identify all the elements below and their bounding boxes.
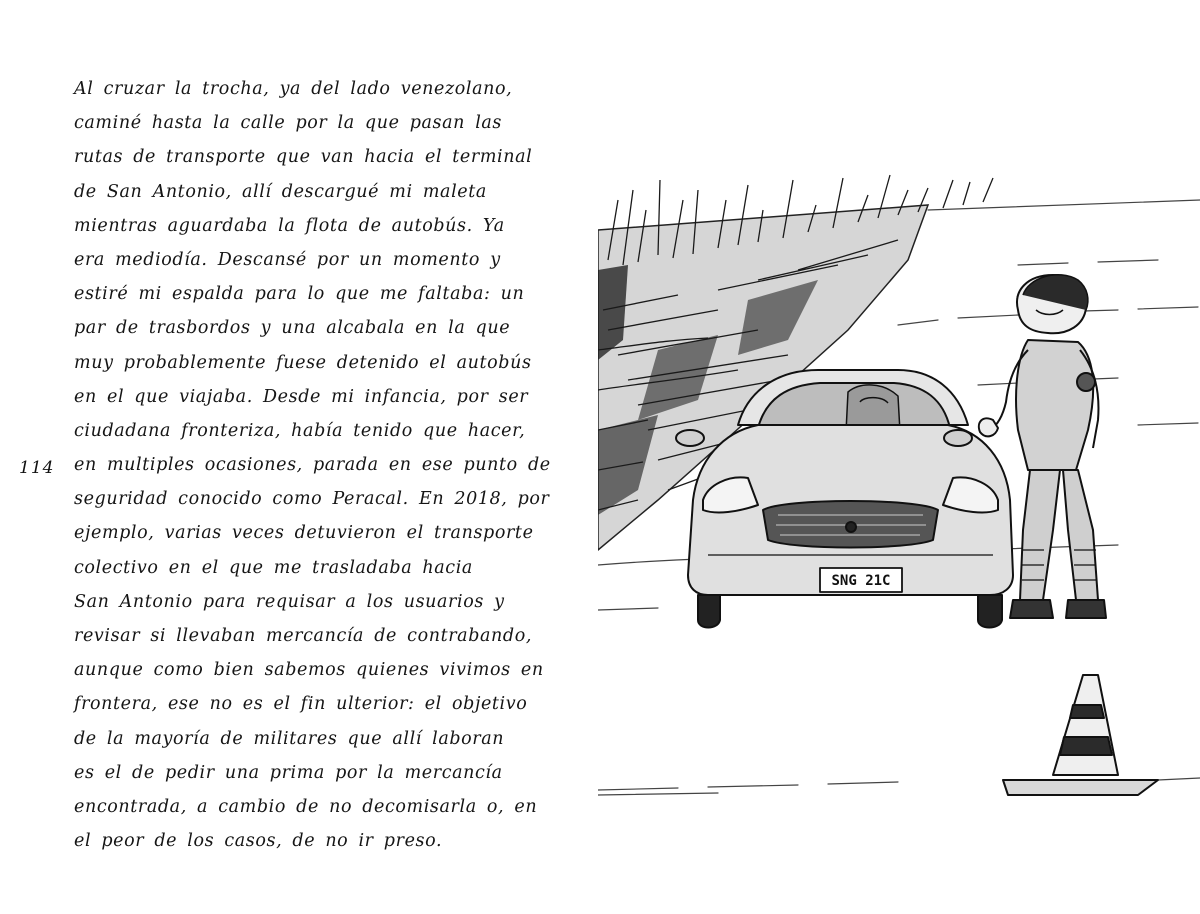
text-line: rutas de transporte que van hacia el terminal xyxy=(74,147,533,168)
text-line: Al cruzar la trocha, ya del lado venezolano, xyxy=(74,79,513,99)
text-line: es el de pedir una prima por la mercancía xyxy=(74,762,503,783)
text-line: encontrada, a cambio de no decomisarla o, en xyxy=(74,796,538,817)
text-line: de San Antonio, allí descargué mi maleta xyxy=(74,181,487,202)
text-line: en multiples ocasiones, parada en ese punto de xyxy=(74,455,551,476)
text-line: de la mayoría de militares que allí laboran xyxy=(74,728,505,749)
text-line: San Antonio para requisar a los usuarios y xyxy=(74,591,505,612)
license-plate: SNG 21C xyxy=(831,573,891,589)
text-line: estiré mi espalda para lo que me faltaba: un xyxy=(74,284,525,305)
page-number: 114 xyxy=(19,458,55,478)
checkpoint-illustration xyxy=(598,170,1200,870)
text-line: par de trasbordos y una alcabala en la que xyxy=(74,318,511,339)
text-line: muy probablemente fuese detenido el autobús xyxy=(74,352,532,373)
body-text xyxy=(74,72,551,858)
text-line: era mediodía. Descansé por un momento y xyxy=(74,249,501,270)
text-line: frontera, ese no es el fin ulterior: el objetivo xyxy=(74,694,528,715)
text-line: caminé hasta la calle por la que pasan las xyxy=(74,113,503,134)
text-line: ciudadana fronteriza, había tenido que hacer, xyxy=(74,420,526,441)
traffic-cone xyxy=(1003,675,1158,795)
text-line: aunque como bien sabemos quienes vivimos en xyxy=(74,660,544,681)
text-line: revisar si llevaban mercancía de contrabando, xyxy=(74,626,533,646)
text-line: colectivo en el que me trasladaba hacia xyxy=(74,557,473,578)
text-line: el peor de los casos, de no ir preso. xyxy=(74,831,443,852)
text-line: seguridad conocido como Peracal. En 2018, por xyxy=(74,489,550,510)
text-line: en el que viajaba. Desde mi infancia, por ser xyxy=(74,386,529,407)
text-line: ejemplo, varias veces detuvieron el transporte xyxy=(74,523,534,544)
text-line: mientras aguardaba la flota de autobús. Ya xyxy=(74,215,505,236)
